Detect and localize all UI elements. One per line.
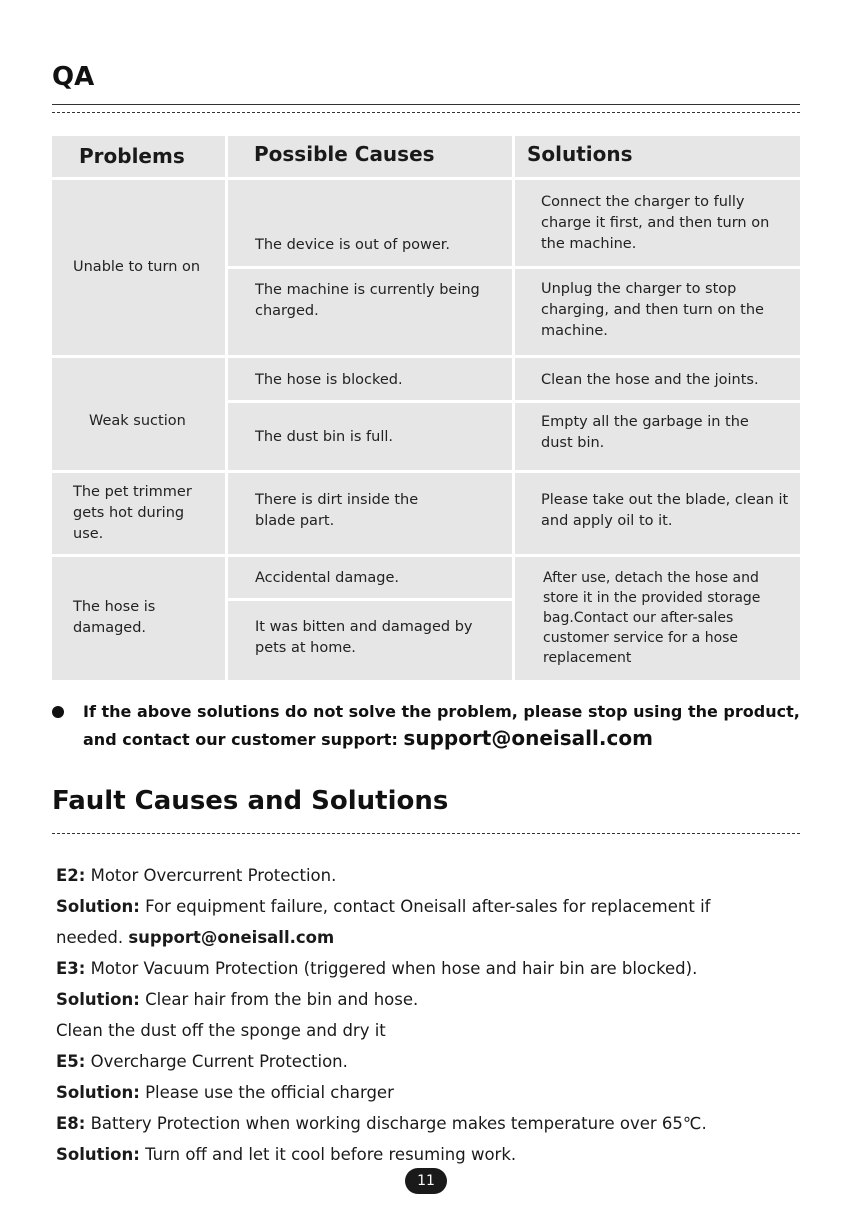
- fault-label: Solution:: [56, 1083, 140, 1102]
- fault-text: Please use the official charger: [139, 1083, 394, 1102]
- fault-text: For equipment failure, contact Oneisall after-sales for replacement if: [139, 897, 711, 916]
- fault-text: Clear hair from the bin and hose.: [139, 990, 419, 1009]
- fault-line: [56, 1139, 516, 1170]
- cause-cell: [228, 358, 512, 400]
- problem-cell: [52, 473, 225, 554]
- solution-cell: [515, 358, 800, 400]
- header-problems-label: Problems: [79, 144, 185, 168]
- cause-text: There is dirt inside the blade part.: [255, 492, 419, 529]
- note-text: If the above solutions do not solve the problem, please stop using the product, and contact our customer support:: [83, 702, 800, 749]
- fault-line: [56, 1108, 707, 1139]
- fault-title: Fault Causes and Solutions: [52, 786, 449, 816]
- fault-text: Clean the dust off the sponge and dry it: [56, 1021, 386, 1040]
- fault-text: Battery Protection when working discharge makes temperature over 65℃.: [85, 1114, 707, 1133]
- fault-title-dashed-rule: [52, 833, 800, 834]
- solution-text: Clean the hose and the joints.: [541, 372, 759, 388]
- qa-title: QA: [52, 62, 95, 92]
- problem-text: Weak suction: [89, 413, 186, 429]
- fault-text: Turn off and let it cool before resuming work.: [139, 1145, 517, 1164]
- solution-cell: [515, 269, 800, 355]
- fault-label: Solution:: [56, 990, 140, 1009]
- solution-text: After use, detach the hose and store it in the provided storage bag.Contact our after-sales customer service for a hose replacement: [543, 570, 761, 666]
- header-causes-label: Possible Causes: [254, 142, 435, 166]
- solution-cell: [515, 473, 800, 554]
- fault-text: Motor Vacuum Protection (triggered when hose and hair bin are blocked).: [85, 959, 698, 978]
- fault-line: [56, 1077, 394, 1108]
- fault-line: [56, 1046, 348, 1077]
- cause-cell: [228, 403, 512, 470]
- fault-label: Solution:: [56, 897, 140, 916]
- fault-email-link[interactable]: support@oneisall.com: [128, 928, 335, 947]
- header-solutions-label: Solutions: [527, 142, 633, 166]
- fault-text: Overcharge Current Protection.: [85, 1052, 348, 1071]
- cause-cell: [228, 557, 512, 598]
- fault-label: Solution:: [56, 1145, 140, 1164]
- problem-cell: [52, 358, 225, 470]
- fault-line: [56, 984, 418, 1015]
- fault-label: E8:: [56, 1114, 86, 1133]
- solution-cell: [515, 403, 800, 470]
- fault-line: [56, 922, 334, 953]
- header-solutions: [515, 136, 800, 177]
- problem-text: The pet trimmer gets hot during use.: [73, 484, 192, 542]
- cause-cell: [228, 473, 512, 554]
- fault-line: [56, 891, 710, 922]
- solution-text: Empty all the garbage in the dust bin.: [541, 414, 749, 451]
- problem-cell: [52, 557, 225, 680]
- solution-text: Unplug the charger to stop charging, and then turn on the machine.: [541, 281, 764, 339]
- problem-text: The hose is damaged.: [73, 599, 156, 636]
- solution-cell: [515, 557, 800, 680]
- cause-text: Accidental damage.: [255, 570, 399, 586]
- solution-text: Please take out the blade, clean it and apply oil to it.: [541, 492, 789, 529]
- fault-line: [56, 1015, 386, 1046]
- problem-text: Unable to turn on: [73, 259, 201, 275]
- support-note-text: [83, 698, 812, 753]
- fault-line: [56, 860, 336, 891]
- cause-text: The hose is blocked.: [255, 372, 403, 388]
- fault-line: [56, 953, 697, 984]
- support-email-link[interactable]: support@oneisall.com: [403, 726, 653, 750]
- qa-title-dashed-rule: [52, 112, 800, 113]
- solution-text: Connect the charger to fully charge it first, and then turn on the machine.: [541, 194, 770, 252]
- fault-label: E2:: [56, 866, 86, 885]
- cause-text: The machine is currently being charged.: [255, 282, 480, 319]
- fault-label: E5:: [56, 1052, 86, 1071]
- support-note: [52, 698, 812, 753]
- qa-title-rule: [52, 104, 800, 105]
- fault-label: E3:: [56, 959, 86, 978]
- bullet-icon: [52, 706, 64, 718]
- header-causes: [228, 136, 512, 177]
- page-number: 11: [405, 1168, 447, 1194]
- fault-text: needed.: [56, 928, 129, 947]
- cause-cell: [228, 269, 512, 355]
- problem-cell: [52, 180, 225, 355]
- cause-text: The device is out of power.: [255, 237, 451, 253]
- cause-cell: [228, 180, 512, 266]
- header-problems: [52, 136, 225, 177]
- cause-text: The dust bin is full.: [255, 429, 394, 445]
- solution-cell: [515, 180, 800, 266]
- cause-cell: [228, 601, 512, 680]
- fault-text: Motor Overcurrent Protection.: [85, 866, 337, 885]
- cause-text: It was bitten and damaged by pets at home.: [255, 619, 473, 656]
